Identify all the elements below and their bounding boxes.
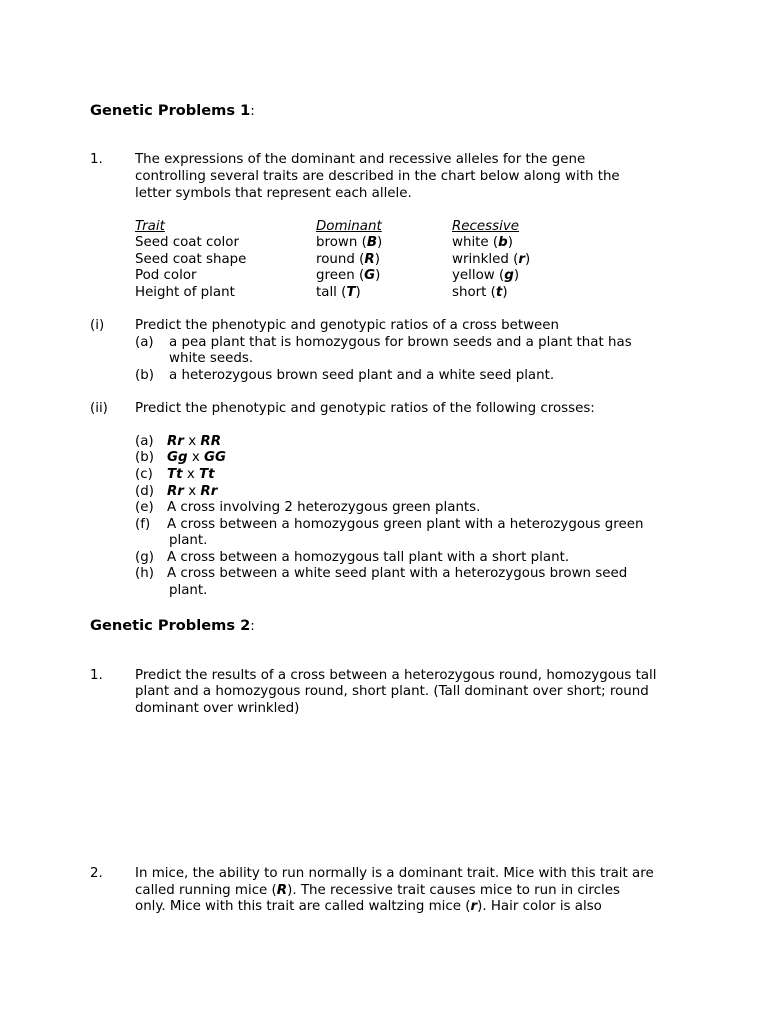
header-recessive: Recessive [452, 219, 519, 234]
row-recessive: white (b) [452, 235, 513, 250]
cross-label: (b) [135, 450, 154, 465]
part-ii-g-text: A cross between a homozygous tall plant with a short plant. [167, 550, 570, 565]
q1-number: 1. [90, 152, 103, 167]
row-dominant: brown (B) [316, 235, 383, 250]
s2-q2-line-2: called running mice (R). The recessive trait causes mice to run in circles [135, 883, 620, 898]
section1-heading-text: Genetic Problems 1 [90, 102, 251, 119]
row-trait: Height of plant [135, 285, 235, 300]
s2-q1-line-2: plant and a homozygous round, short plant. (Tall dominant over short; round [135, 684, 649, 699]
part-ii-f-label: (f) [135, 517, 151, 532]
part-ii-h-label: (h) [135, 566, 154, 581]
header-dominant: Dominant [316, 219, 382, 234]
row-recessive: wrinkled (r) [452, 252, 531, 267]
part-ii-f-line-1: A cross between a homozygous green plant with a heterozygous green [167, 517, 644, 532]
part-i-a-label: (a) [135, 335, 154, 350]
section2-heading-colon: : [250, 619, 255, 634]
part-ii-g-label: (g) [135, 550, 154, 565]
part-ii-e-text: A cross involving 2 heterozygous green plants. [167, 500, 481, 515]
row-recessive: short (t) [452, 285, 508, 300]
row-dominant: tall (T) [316, 285, 361, 300]
q1-line-2: controlling several traits are described in the chart below along with the [135, 169, 620, 184]
part-ii-prompt: Predict the phenotypic and genotypic ratios of the following crosses: [135, 401, 595, 416]
cross-label: (c) [135, 467, 153, 482]
part-ii-h-line-2: plant. [169, 583, 208, 598]
s2-q2-number: 2. [90, 866, 103, 881]
part-i-a-line-2: white seeds. [169, 351, 254, 366]
cross-expression: Tt x Tt [167, 467, 215, 482]
s2-q2-line-1: In mice, the ability to run normally is a dominant trait. Mice with this trait are [135, 866, 654, 881]
section2-heading [90, 618, 255, 636]
q1-line-1: The expressions of the dominant and recessive alleles for the gene [135, 152, 586, 167]
q1-line-3: letter symbols that represent each allele. [135, 186, 412, 201]
part-ii-number: (ii) [90, 401, 108, 416]
s2-q1-line-3: dominant over wrinkled) [135, 701, 300, 716]
part-i-prompt: Predict the phenotypic and genotypic ratios of a cross between [135, 318, 560, 333]
row-dominant: green (G) [316, 268, 381, 283]
s2-q1-number: 1. [90, 668, 103, 683]
row-dominant: round (R) [316, 252, 380, 267]
s2-q2-line-3: only. Mice with this trait are called waltzing mice (r). Hair color is also [135, 899, 602, 914]
part-i-a-line-1: a pea plant that is homozygous for brown seeds and a plant that has [169, 335, 632, 350]
cross-expression: Rr x RR [167, 434, 222, 449]
part-ii-e-label: (e) [135, 500, 154, 515]
part-i-b-label: (b) [135, 368, 154, 383]
header-trait: Trait [135, 219, 165, 234]
part-i-b-text: a heterozygous brown seed plant and a white seed plant. [169, 368, 555, 383]
part-i-number: (i) [90, 318, 105, 333]
row-trait: Seed coat color [135, 235, 239, 250]
cross-label: (d) [135, 484, 154, 499]
part-ii-h-line-1: A cross between a white seed plant with a heterozygous brown seed [167, 566, 628, 581]
s2-q1-line-1: Predict the results of a cross between a heterozygous round, homozygous tall [135, 668, 657, 683]
cross-expression: Rr x Rr [167, 484, 218, 499]
section2-heading-text: Genetic Problems 2 [90, 617, 251, 634]
row-trait: Seed coat shape [135, 252, 247, 267]
row-recessive: yellow (g) [452, 268, 520, 283]
cross-expression: Gg x GG [167, 450, 227, 465]
cross-label: (a) [135, 434, 154, 449]
part-ii-f-line-2: plant. [169, 533, 208, 548]
section1-heading [90, 103, 255, 121]
row-trait: Pod color [135, 268, 197, 283]
section1-heading-colon: : [250, 104, 255, 119]
